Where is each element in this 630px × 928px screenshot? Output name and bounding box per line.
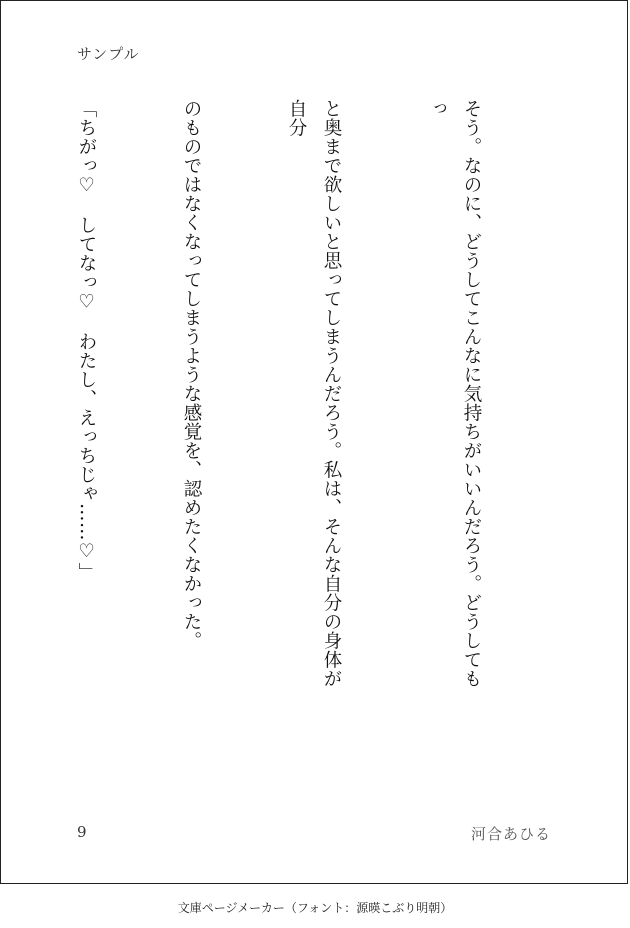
body-line: そう。なのに、どうしてこんなに気持ちがいいんだろう。どうしてもっ <box>426 99 482 688</box>
author-name: 河合あひる <box>470 825 551 843</box>
body-line: 「ちがっ♡ してなっ♡ わたし、えっちじゃ……♡」 <box>76 99 97 582</box>
body-line: のものではなくなってしまうような感覚を、認めたくなかった。 <box>181 99 202 650</box>
footer-credit: 文庫ページメーカー（フォント：源暎こぶり明朝） <box>177 901 453 915</box>
body-text <box>0 99 559 699</box>
body-line: と奥まで欲しいと思ってしまうんだろう。私は、そんな自分の身体が自分 <box>286 99 342 688</box>
page-number: 9 <box>77 823 87 841</box>
header-title: サンプル <box>77 45 140 63</box>
